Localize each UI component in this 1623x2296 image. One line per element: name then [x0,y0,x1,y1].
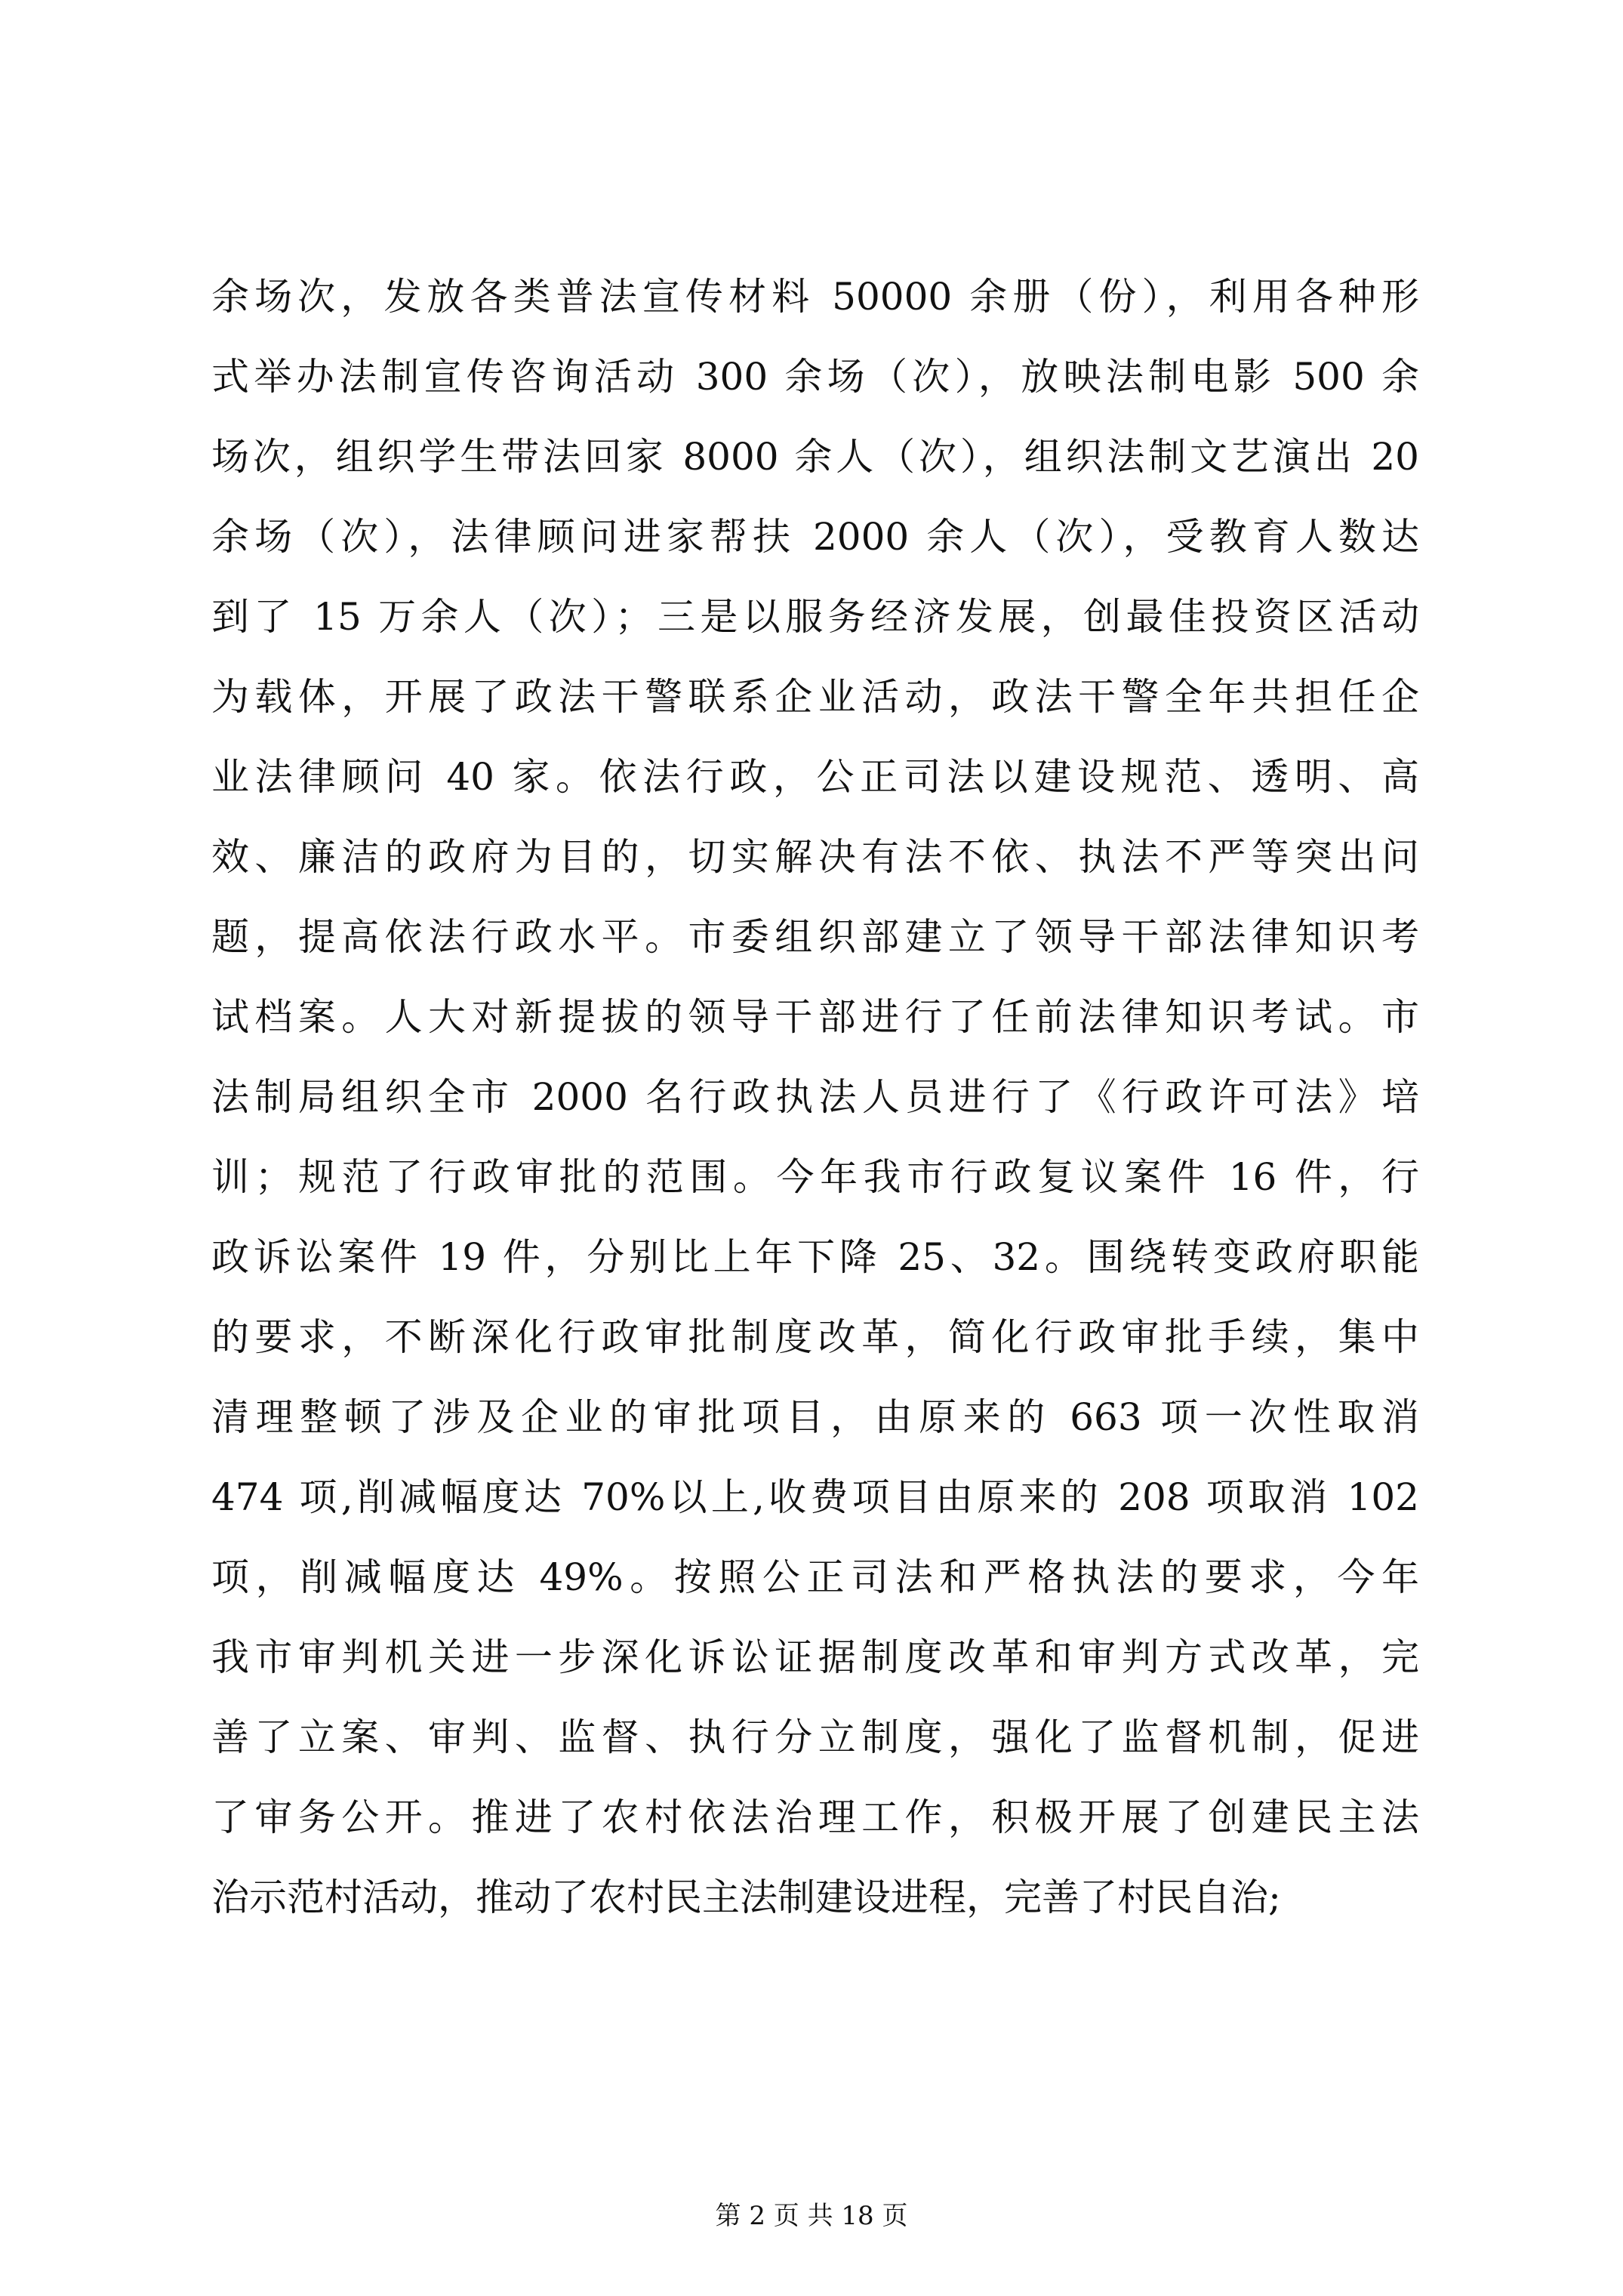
body-text [211,257,1419,1937]
text-line-18: 我市审判机关进一步深化诉讼证据制度改革和审判方式改革，完 [211,1635,1419,1679]
text-line-17: 项，削减幅度达 49%。按照公正司法和严格执法的要求，今年 [211,1555,1419,1599]
text-line-12: 训；规范了行政审批的范围。今年我市行政复议案件 16 件，行 [211,1155,1419,1199]
text-line-13: 政诉讼案件 19 件，分别比上年下降 25、32。围绕转变政府职能 [211,1235,1419,1279]
text-line-3: 场次，组织学生带法回家 8000 余人（次），组织法制文艺演出 20 [211,435,1419,479]
page-number-footer: 第 2 页 共 18 页 [715,2201,908,2231]
text-line-8: 效、廉洁的政府为目的，切实解决有法不依、执法不严等突出问 [211,835,1419,879]
text-line-1: 余场次，发放各类普法宣传材料 50000 余册（份），利用各种形 [211,275,1419,319]
text-line-5: 到了 15 万余人（次）；三是以服务经济发展，创最佳投资区活动 [211,595,1419,639]
text-line-7: 业法律顾问 40 家。依法行政，公正司法以建设规范、透明、高 [211,755,1419,799]
text-line-16: 474 项,削减幅度达 70%以上,收费项目由原来的 208 项取消 102 [211,1475,1419,1519]
text-line-20: 了审务公开。推进了农村依法治理工作，积极开展了创建民主法 [211,1795,1419,1839]
text-line-10: 试档案。人大对新提拔的领导干部进行了任前法律知识考试。市 [211,995,1419,1039]
text-line-2: 式举办法制宣传咨询活动 300 余场（次），放映法制电影 500 余 [211,355,1419,399]
text-line-11: 法制局组织全市 2000 名行政执法人员进行了《行政许可法》培 [211,1075,1419,1119]
text-line-9: 题，提高依法行政水平。市委组织部建立了领导干部法律知识考 [211,915,1419,959]
text-line-21: 治示范村活动，推动了农村民主法制建设进程，完善了村民自治; [211,1875,1281,1919]
text-line-14: 的要求，不断深化行政审批制度改革，简化行政审批手续，集中 [211,1315,1419,1359]
text-line-19: 善了立案、审判、监督、执行分立制度，强化了监督机制，促进 [211,1715,1419,1759]
text-line-4: 余场（次），法律顾问进家帮扶 2000 余人（次），受教育人数达 [211,515,1419,559]
text-line-6: 为载体，开展了政法干警联系企业活动，政法干警全年共担任企 [211,675,1419,719]
text-line-15: 清理整顿了涉及企业的审批项目，由原来的 663 项一次性取消 [211,1395,1419,1439]
